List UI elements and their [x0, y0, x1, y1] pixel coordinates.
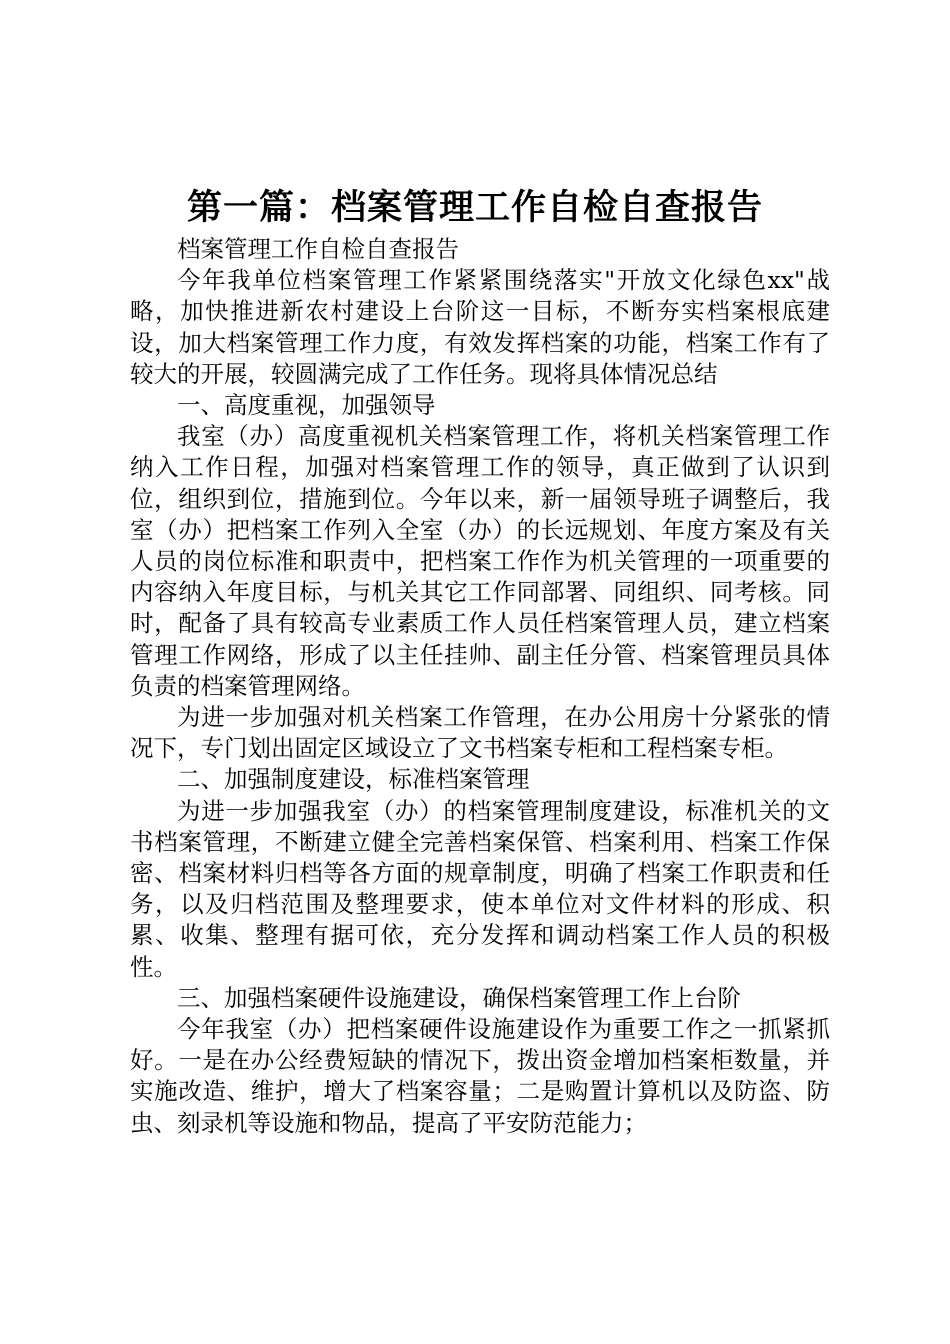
section-heading-2: 二、加强制度建设，标准档案管理: [177, 765, 530, 794]
body-paragraph: 为进一步加强对机关档案工作管理，在办公用房十分紧张的情况下，专门划出固定区域设立了文书档案专柜和工程档案专柜。: [130, 703, 830, 763]
body-paragraph: 为进一步加强我室（办）的档案管理制度建设，标准机关的文书档案管理，不断建立健全完善档案保管、档案利用、档案工作保密、档案材料归档等各方面的规章制度，明确了档案工作职责和任务，以及归档范围及整理要求，使本单位对文件材料的形成、积累、收集、整理有据可依，充分发挥和调动档案工作人员的积极性。: [130, 796, 830, 981]
subtitle-paragraph: 档案管理工作自检自查报告: [177, 235, 459, 263]
document-body: [130, 234, 830, 1139]
intro-paragraph: 今年我单位档案管理工作紧紧围绕落实"开放文化绿色xx"战略，加快推进新农村建设上台阶这一目标，不断夯实档案根底建设，加大档案管理工作力度，有效发挥档案的功能，档案工作有了较大的开展，较圆满完成了工作任务。现将具体情况总结: [130, 266, 830, 388]
body-paragraph: 今年我室（办）把档案硬件设施建设作为重要工作之一抓紧抓好。一是在办公经费短缺的情况下，拨出资金增加档案柜数量，并实施改造、维护，增大了档案容量；二是购置计算机以及防盗、防虫、刻录机等设施和物品，提高了平安防范能力；: [130, 1015, 830, 1137]
body-paragraph: 我室（办）高度重视机关档案管理工作，将机关档案管理工作纳入工作日程，加强对档案管理工作的领导，真正做到了认识到位，组织到位，措施到位。今年以来，新一届领导班子调整后，我室（办）把档案工作列入全室（办）的长远规划、年度方案及有关人员的岗位标准和职责中，把档案工作作为机关管理的一项重要的内容纳入年度目标，与机关其它工作同部署、同组织、同考核。同时，配备了具有较高专业素质工作人员任档案管理人员，建立档案管理工作网络，形成了以主任挂帅、副主任分管、档案管理员具体负责的档案管理网络。: [130, 422, 830, 700]
document-title: 第一篇：档案管理工作自检自查报告: [186, 187, 763, 228]
section-heading-1: 一、高度重视，加强领导: [177, 391, 436, 420]
section-heading-3: 三、加强档案硬件设施建设，确保档案管理工作上台阶: [177, 983, 741, 1012]
